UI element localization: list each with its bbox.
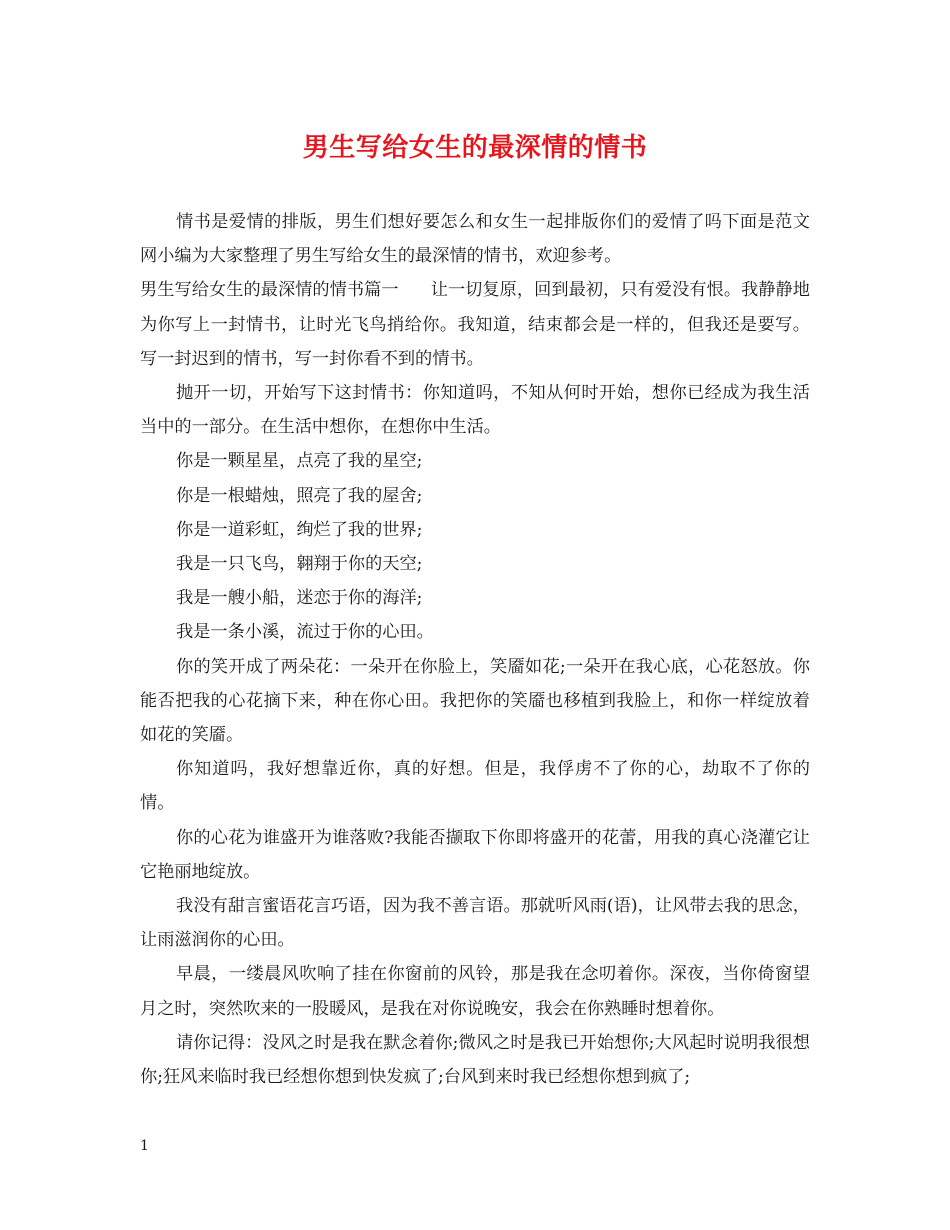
page-number: 1 (140, 1138, 149, 1154)
body-paragraph: 请你记得：没风之时是我在默念着你;微风之时是我已开始想你;大风起时说明我很想你;狂风来临时我已经想你想到快发疯了;台风到来时我已经想你想到疯了; (140, 1032, 810, 1088)
body-paragraph: 早晨，一缕晨风吹响了挂在你窗前的风铃，那是我在念叨着你。深夜，当你倚窗望月之时，突然吹来的一股暖风，是我在对你说晚安，我会在你熟睡时想着你。 (140, 964, 810, 1019)
section-paragraph-text: 让一切复原，回到最初，只有爱没有恨。我静静地为你写上一封情书，让时光飞鸟捎给你。我知道，结束都会是一样的，但我还是要写。写一封迟到的情书，写一封你看不到的情书。 (140, 280, 810, 369)
verse-line: 我是一条小溪，流过于你的心田。 (176, 622, 434, 643)
body-paragraph: 你的心花为谁盛开为谁落败?我能否撷取下你即将盛开的花蕾，用我的真心浇灌它让它艳丽地绽放。 (140, 827, 810, 882)
body-paragraph: 抛开一切，开始写下这封情书：你知道吗，不知从何时开始，想你已经成为我生活当中的一部分。在生活中想你，在想你中生活。 (140, 383, 810, 438)
document-body (140, 205, 810, 1094)
document-title: 男生写给女生的最深情的情书 (302, 133, 648, 163)
intro-paragraph: 情书是爱情的排版，男生们想好要怎么和女生一起排版你们的爱情了吗下面是范文网小编为大家整理了男生写给女生的最深情的情书，欢迎参考。 (140, 212, 810, 267)
verse-line: 你是一道彩虹，绚烂了我的世界; (176, 519, 423, 540)
verse-line: 我是一艘小船，迷恋于你的海洋; (176, 588, 423, 609)
section-paragraph (140, 273, 810, 376)
verse-line: 我是一只飞鸟，翱翔于你的天空; (176, 554, 423, 575)
section-heading: 男生写给女生的最深情的情书篇一 (140, 280, 399, 301)
body-paragraph: 你的笑开成了两朵花：一朵开在你脸上，笑靥如花;一朵开在我心底，心花怒放。你能否把我的心花摘下来，种在你心田。我把你的笑靥也移植到我脸上，和你一样绽放着如花的笑靥。 (140, 656, 810, 746)
verse-line: 你是一颗星星，点亮了我的星空; (176, 451, 423, 472)
verse-line: 你是一根蜡烛，照亮了我的屋舍; (176, 485, 423, 506)
body-paragraph: 我没有甜言蜜语花言巧语，因为我不善言语。那就听风雨(语)，让风带去我的思念，让雨滋润你的心田。 (140, 896, 810, 951)
body-paragraph: 你知道吗，我好想靠近你，真的好想。但是，我俘虏不了你的心，劫取不了你的情。 (140, 759, 810, 814)
